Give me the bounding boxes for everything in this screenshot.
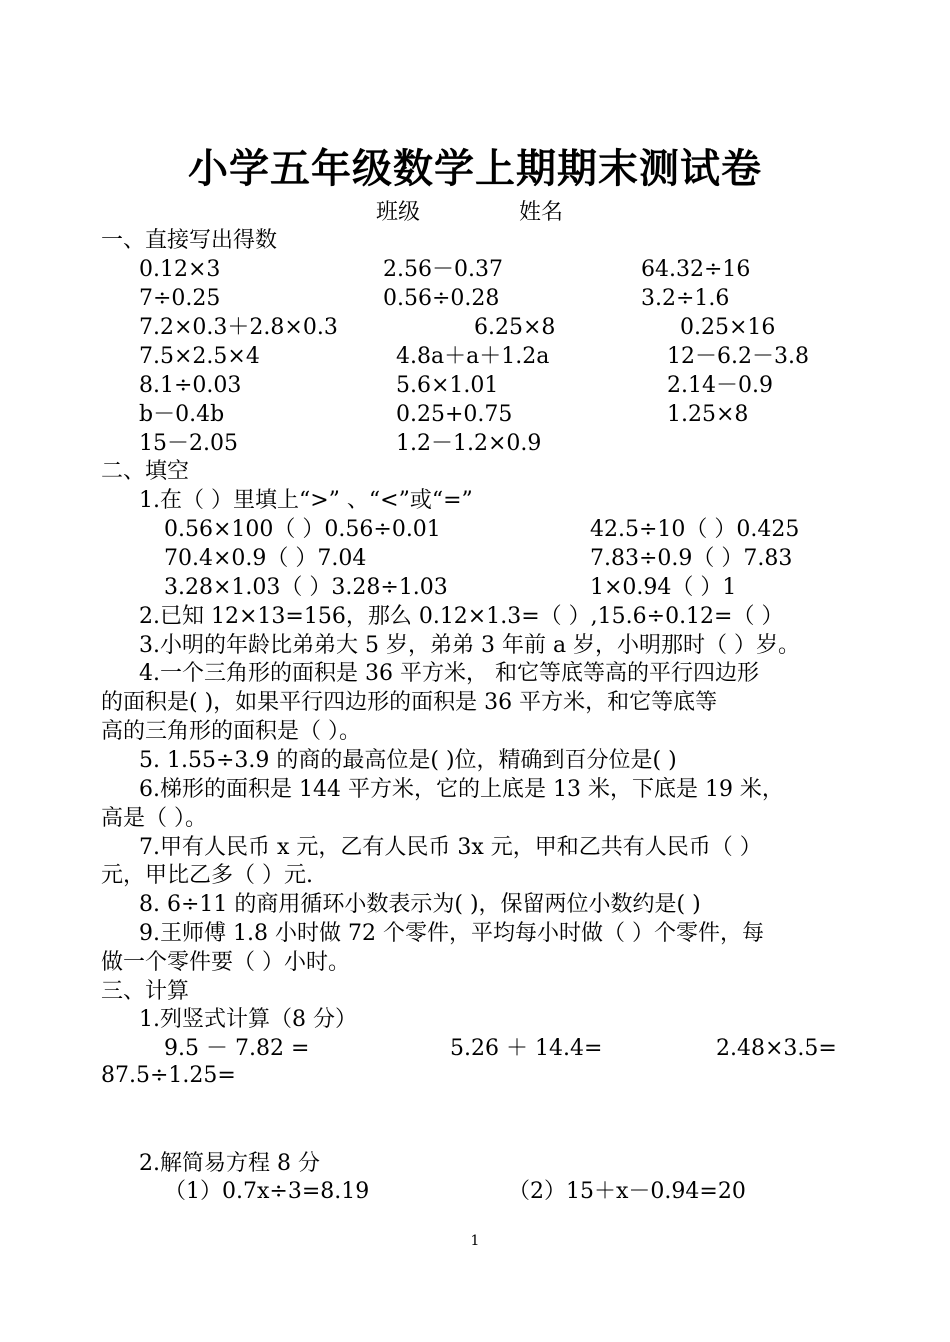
compare-item: 3.28×1.03（ ）3.28÷1.03	[164, 575, 448, 600]
fill-question-2: 2.已知 12×13=156，那么 0.12×1.3=（ ）,15.6÷0.12=（ ）	[139, 604, 784, 629]
calc-item: 6.25×8	[474, 315, 556, 340]
equation-item: （1）0.7x÷3=8.19	[164, 1179, 370, 1204]
compare-item: 7.83÷0.9（ ）7.83	[590, 546, 793, 571]
calc-item: 12－6.2－3.8	[667, 344, 809, 369]
class-label: 班级	[376, 200, 421, 225]
calc-item: 7÷0.25	[139, 286, 221, 311]
calc-question-1: 1.列竖式计算（8 分）	[139, 1007, 357, 1032]
fill-question-5: 5. 1.55÷3.9 的商的最高位是( )位，精确到百分位是( )	[139, 748, 677, 773]
compare-item: 1×0.94（ ）1	[590, 575, 737, 600]
calc-item: b－0.4b	[139, 402, 225, 427]
section-1-heading: 一、直接写出得数	[101, 228, 278, 253]
page-title: 小学五年级数学上期期末测试卷	[188, 146, 762, 192]
calc-item: 3.2÷1.6	[641, 286, 730, 311]
calc-item: 0.12×3	[139, 257, 221, 282]
fill-question-7-cont: 元，甲比乙多（ ）元.	[101, 863, 313, 888]
calc-item: 1.2－1.2×0.9	[396, 431, 542, 456]
vertical-calc-item: 2.48×3.5=	[716, 1036, 837, 1061]
calc-item: 8.1÷0.03	[139, 373, 242, 398]
calc-item: 64.32÷16	[641, 257, 751, 282]
fill-question-3: 3.小明的年龄比弟弟大 5 岁，弟弟 3 年前 a 岁，小明那时（ ）岁。	[139, 633, 801, 658]
fill-question-4-cont: 高的三角形的面积是（ ）。	[101, 719, 361, 744]
compare-item: 70.4×0.9（ ）7.04	[164, 546, 367, 571]
compare-item: 0.56×100（ ）0.56÷0.01	[164, 517, 441, 542]
calc-item: 0.56÷0.28	[383, 286, 500, 311]
calc-item: 2.56－0.37	[383, 257, 503, 282]
fill-question-6-cont: 高是（ ）。	[101, 806, 207, 831]
fill-question-8: 8. 6÷11 的商用循环小数表示为( )，保留两位小数约是( )	[139, 892, 701, 917]
fill-question-4-cont: 的面积是( )，如果平行四边形的面积是 36 平方米，和它等底等	[101, 690, 718, 715]
vertical-calc-item: 9.5 － 7.82 =	[164, 1036, 310, 1061]
calc-question-2: 2.解简易方程 8 分	[139, 1151, 320, 1176]
page-number: 1	[470, 1233, 480, 1249]
fill-question-4: 4.一个三角形的面积是 36 平方米， 和它等底等高的平行四边形	[139, 661, 759, 686]
calc-item: 7.5×2.5×4	[139, 344, 260, 369]
section-3-heading: 三、计算	[101, 979, 190, 1004]
calc-item: 15－2.05	[139, 431, 238, 456]
compare-item: 42.5÷10（ ）0.425	[590, 517, 800, 542]
calc-item: 1.25×8	[667, 402, 749, 427]
calc-item: 0.25+0.75	[396, 402, 513, 427]
vertical-calc-item: 87.5÷1.25=	[101, 1063, 236, 1088]
calc-item: 0.25×16	[680, 315, 776, 340]
calc-item: 4.8a＋a＋1.2a	[396, 344, 550, 369]
name-label: 姓名	[519, 200, 564, 225]
fill-question-1: 1.在（ ）里填上“>” 、“<”或“=”	[139, 488, 473, 513]
calc-item: 7.2×0.3＋2.8×0.3	[139, 315, 338, 340]
section-2-heading: 二、填空	[101, 459, 190, 484]
calc-item: 5.6×1.01	[396, 373, 499, 398]
vertical-calc-item: 5.26 ＋ 14.4=	[450, 1036, 603, 1061]
fill-question-9: 9.王师傅 1.8 小时做 72 个零件，平均每小时做（ ）个零件，每	[139, 921, 764, 946]
fill-question-9-cont: 做一个零件要（ ）小时。	[101, 950, 350, 975]
fill-question-6: 6.梯形的面积是 144 平方米，它的上底是 13 米，下底是 19 米，	[139, 777, 784, 802]
fill-question-7: 7.甲有人民币 x 元，乙有人民币 3x 元，甲和乙共有人民币（ ）	[139, 835, 762, 860]
calc-item: 2.14－0.9	[667, 373, 773, 398]
equation-item: （2）15＋x－0.94=20	[508, 1179, 746, 1204]
